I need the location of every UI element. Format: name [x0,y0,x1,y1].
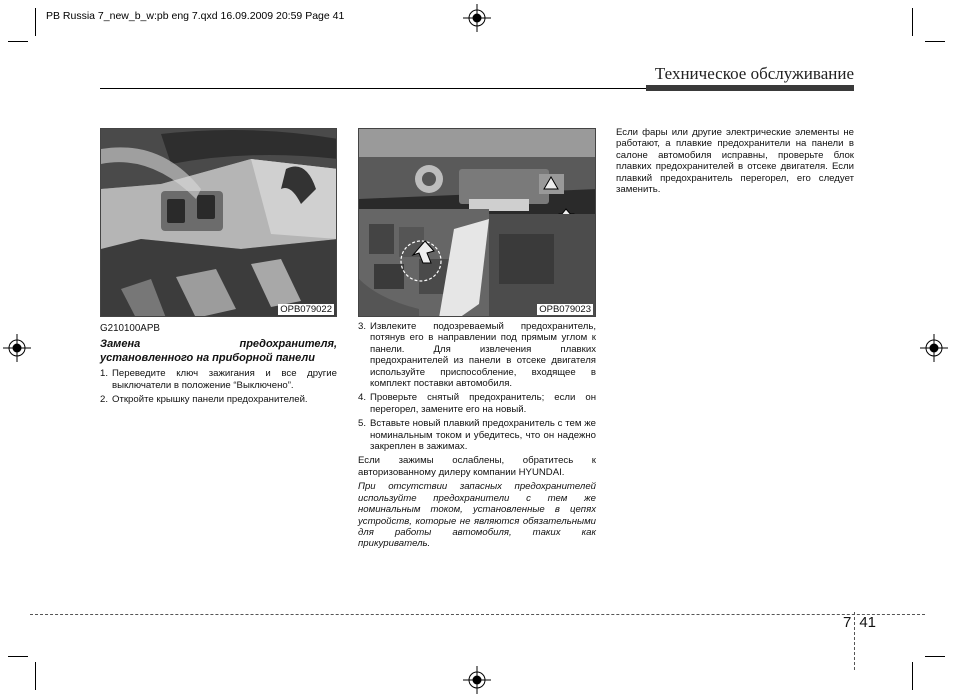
list-item [100,368,337,391]
list-item [358,418,596,452]
body-paragraph: Если фары или другие электрические элементы не работают, а плавкие предохранители на панели в салоне автомобиля исправны, проверьте блок плавких предохранителей в отсеке двигателя. Если плавкий предохранитель перегорел, его следует заменить. [616,127,854,196]
page-number [843,614,876,631]
step-number: 2. [100,394,109,406]
title-bar [646,85,854,91]
step-text: Вставьте новый плавкий предохранитель с тем же номинальным током и убедитесь, что он надежно закреплен в зажимах. [370,418,596,453]
registration-mark-icon [463,666,491,694]
crop-mark [912,8,913,36]
section-code: G210100APB [100,323,160,334]
middle-column [358,321,596,550]
crop-mark [925,656,945,657]
dashboard-illustration [101,129,337,317]
step-number: 3. [358,321,367,332]
left-column [100,323,337,406]
steps-list [358,321,596,452]
crop-mark [925,41,945,42]
section-heading: Замена предохранителя, установленного на приборной панели [100,338,337,364]
crop-mark [35,662,36,690]
figure-dashboard-photo [100,128,337,317]
note-text: Если зажимы ослаблены, обратитесь к авторизованному дилеру компании HYUNDAI. [358,455,596,478]
print-slug: PB Russia 7_new_b_w:pb eng 7.qxd 16.09.2009 20:59 Page 41 [46,10,345,22]
page-number-value: 41 [859,614,877,631]
figure-engine-bay-photo [358,128,596,317]
crop-mark [8,656,28,657]
registration-mark-icon [920,334,948,362]
step-number: 1. [100,368,109,380]
step-text: Проверьте снятый предохранитель; если он перегорел, замените его на новый. [370,392,596,415]
step-text: Переведите ключ зажигания и все другие выключатели в положение “Выключено”. [112,368,337,391]
step-text: Откройте крышку панели предохранителей. [112,394,308,406]
registration-mark-icon [463,4,491,32]
crop-mark [8,41,28,42]
step-number: 4. [358,392,367,404]
section-title: Техническое обслуживание [654,64,854,83]
registration-mark-icon [3,334,31,362]
list-item [100,394,337,405]
engine-bay-illustration [359,129,596,317]
figure-caption: OPB079023 [539,304,591,315]
italic-note: При отсутствии запасных предохранителей используйте предохранители с тем же номинальным током, установленные в цепях устройств, которые не являются обязательными для работы автомобиля, таких как прикуриватель. [358,481,596,550]
list-item [358,392,596,415]
step-text: Извлеките подозреваемый предохранитель, потянув его в направлении под прямым углом к панели. Для извлечения плавких предохранителей из панели в отсеке двигателя используйте приспособление, входящее в комплект поставки автомобиля. [370,321,596,390]
figure-caption: OPB079022 [280,304,332,315]
step-number: 5. [358,418,367,430]
chapter-number: 7 [843,614,852,631]
footer-rule [30,614,925,615]
right-column [616,127,854,195]
steps-list [100,368,337,405]
list-item [358,321,596,389]
crop-mark [35,8,36,36]
crop-mark [912,662,913,690]
